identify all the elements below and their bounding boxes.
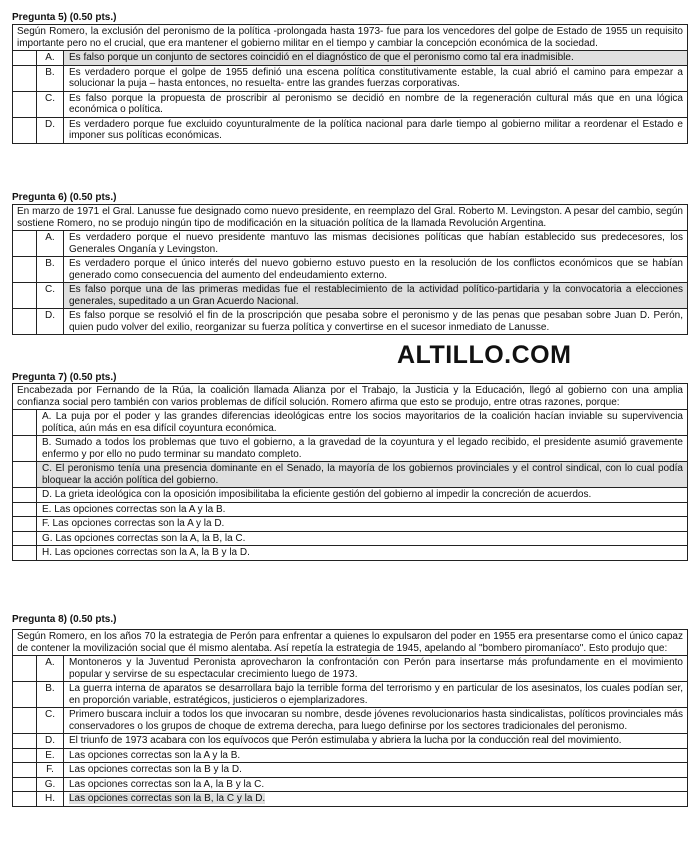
option-row[interactable] [13,462,687,488]
question-6-box [12,204,688,335]
question-6-stem: En marzo de 1971 el Gral. Lanusse fue designado como nuevo presidente, en reemplazo del Gral. Roberto M. Levingston. A pesar del cambio, según sostiene Romero, no se produjo ningún tipo de modificación en la situación política de la llamada Revolución Argentina. [13,205,687,231]
option-text: B. Sumado a todos los problemas que tuvo el gobierno, a la gravedad de la coyuntura y el legado recibido, el presidente asumió gravemente enfermo y por ello no pudo terminar su mandato completo. [37,436,688,462]
option-text: El triunfo de 1973 acabara con los equívocos que Perón estimulaba y abriera la lucha por la conducción real del movimiento. [64,734,688,749]
question-5-title: Pregunta 5) (0.50 pts.) [12,12,117,23]
option-text: Primero buscara incluir a todos los que invocaran su nombre, desde jóvenes revolucionarios hasta sindicalistas, políticos provinciales más conservadores o los grupos de choque de extrema derecha, para luego definirse por los sectores tradicionales del peronismo. [64,708,688,734]
option-text: Es falso porque se resolvió el fin de la proscripción que pesaba sobre el peronismo y de las penas que pesaban sobre Juan D. Perón, quien pudo volver del exilio, reorganizar su fuerza política y convertirse en el sucesor inmediato de Lanusse. [64,309,688,335]
option-row[interactable] [13,231,687,257]
option-letter: C. [37,283,64,309]
option-letter: E. [37,748,64,763]
question-7-title: Pregunta 7) (0.50 pts.) [12,372,117,383]
question-7-stem: Encabezada por Fernando de la Rúa, la coalición llamada Alianza por el Trabajo, la Justicia y la Educación, llegó al gobierno con una amplia confianza social pero también con varios problemas de difícil solución. Romero afirma que esto se produjo, entre otras razones, porque: [13,384,687,410]
option-row[interactable] [13,763,687,778]
question-5-options [13,51,687,143]
option-text: Es verdadero porque el golpe de 1955 definió una escena política constitutivamente estable, la cual abrió el camino para empezar a solucionar la puja – hasta entonces, no resuelta- entre las grandes fuerzas corporativas. [64,65,688,91]
option-row[interactable] [13,734,687,749]
option-row[interactable] [13,682,687,708]
option-letter: D. [37,309,64,335]
question-5-stem: Según Romero, la exclusión del peronismo de la política -prolongada hasta 1973- fue para los vencedores del golpe de Estado de 1955 un requisito importante pero no el crucial, que era mantener el gobierno militar en el tiempo y cambiar la concepción económica de la sociedad. [13,25,687,51]
question-6-options [13,231,687,334]
option-text: Es verdadero porque fue excluido coyunturalmente de la política nacional para darle tiempo al gobierno militar a reordenar el Estado e imponer sus políticas económicas. [64,117,688,143]
option-letter: D. [37,734,64,749]
option-letter: D. [37,117,64,143]
option-text [64,792,688,806]
option-row[interactable] [13,656,687,682]
option-row[interactable] [13,283,687,309]
option-text: H. Las opciones correctas son la A, la B y la D. [37,546,688,560]
question-8-stem: Según Romero, en los años 70 la estrategia de Perón para enfrentar a quienes lo expulsaron del poder en 1955 era presentarse como el único capaz de contener la movilización social que él mismo alentaba. Así repetía la estrategia de 1945, apelando al "bombero piromaníaco". Esto produjo que: [13,630,687,656]
option-text: Las opciones correctas son la B y la D. [64,763,688,778]
option-text: Es verdadero porque el único interés del nuevo gobierno estuvo puesto en la resolución de los conflictos económicos que se habían generado como consecuencia del aumento del endeudamiento externo. [64,257,688,283]
option-text: Las opciones correctas son la A, la B y la C. [64,777,688,792]
option-letter: A. [37,231,64,257]
option-text: C. El peronismo tenía una presencia dominante en el Senado, la mayoría de los gobiernos provinciales y el control sindical, con lo cual podía bloquear la acción política del gobierno. [37,462,688,488]
option-letter: A. [37,51,64,65]
option-row[interactable] [13,502,687,517]
option-row[interactable] [13,748,687,763]
option-text: D. La grieta ideológica con la oposición imposibilitaba la eficiente gestión del gobierno al impedir la concreción de acuerdos. [37,488,688,503]
option-text: Es falso porque un conjunto de sectores coincidió en el diagnóstico de que el peronismo como tal era inadmisible. [64,51,688,65]
option-row[interactable] [13,410,687,436]
question-7-box [12,383,688,561]
option-text: E. Las opciones correctas son la A y la B. [37,502,688,517]
option-row[interactable] [13,708,687,734]
option-letter: B. [37,257,64,283]
option-letter: A. [37,656,64,682]
option-row[interactable] [13,257,687,283]
option-text: Es falso porque una de las primeras medidas fue el restablecimiento de la actividad político-partidaria y la convocatoria a elecciones generales, supeditado a un Gran Acuerdo Nacional. [64,283,688,309]
question-8-options [13,656,687,806]
option-letter: B. [37,65,64,91]
option-row[interactable] [13,517,687,532]
option-text: Montoneros y la Juventud Peronista aprovecharon la confrontación con Perón para insertarse más profundamente en el movimiento popular y servirse de su espectacular crecimiento luego de 1973. [69,657,683,680]
option-row[interactable] [13,436,687,462]
option-text: G. Las opciones correctas son la A, la B, la C. [37,531,688,546]
option-letter: B. [37,682,64,708]
option-row[interactable] [13,91,687,117]
option-letter: F. [37,763,64,778]
question-8-title: Pregunta 8) (0.50 pts.) [12,614,117,625]
option-letter: C. [37,91,64,117]
option-row[interactable] [13,546,687,560]
option-text: F. Las opciones correctas son la A y la D. [37,517,688,532]
option-letter: C. [37,708,64,734]
question-5-box [12,24,688,144]
option-row[interactable] [13,309,687,335]
option-text: Las opciones correctas son la A y la B. [64,748,688,763]
watermark-logo: ALTILLO.COM [397,341,572,369]
option-text: La guerra interna de aparatos se desarrollara bajo la terrible forma del terrorismo y en particular de los asesinatos, los cuales podían ser, en proporción variable, estratégicos, justicieros o ejemplarizadores. [64,682,688,708]
option-text: A. La puja por el poder y las grandes diferencias ideológicas entre los socios mayoritarios de la coalición hacían inviable su supervivencia política, aún más en esa difícil coyuntura económica. [42,411,683,434]
option-letter: H. [37,792,64,806]
question-7-options [13,410,687,560]
option-row[interactable] [13,777,687,792]
option-row[interactable] [13,792,687,806]
option-row[interactable] [13,51,687,65]
option-row[interactable] [13,488,687,503]
question-8-box [12,629,688,807]
option-row[interactable] [13,117,687,143]
question-6-title: Pregunta 6) (0.50 pts.) [12,192,117,203]
option-row[interactable] [13,531,687,546]
option-text: Es verdadero porque el nuevo presidente mantuvo las mismas decisiones políticas que habían establecido sus predecesores, los Generales Onganía y Levingston. [69,232,683,255]
option-text: Es falso porque la propuesta de proscribir al peronismo se decidió en nombre de la regeneración cultural más que en una lógica económica o política. [64,91,688,117]
option-letter: G. [37,777,64,792]
option-row[interactable] [13,65,687,91]
highlighted-answer: Las opciones correctas son la B, la C y la D. [69,793,266,804]
